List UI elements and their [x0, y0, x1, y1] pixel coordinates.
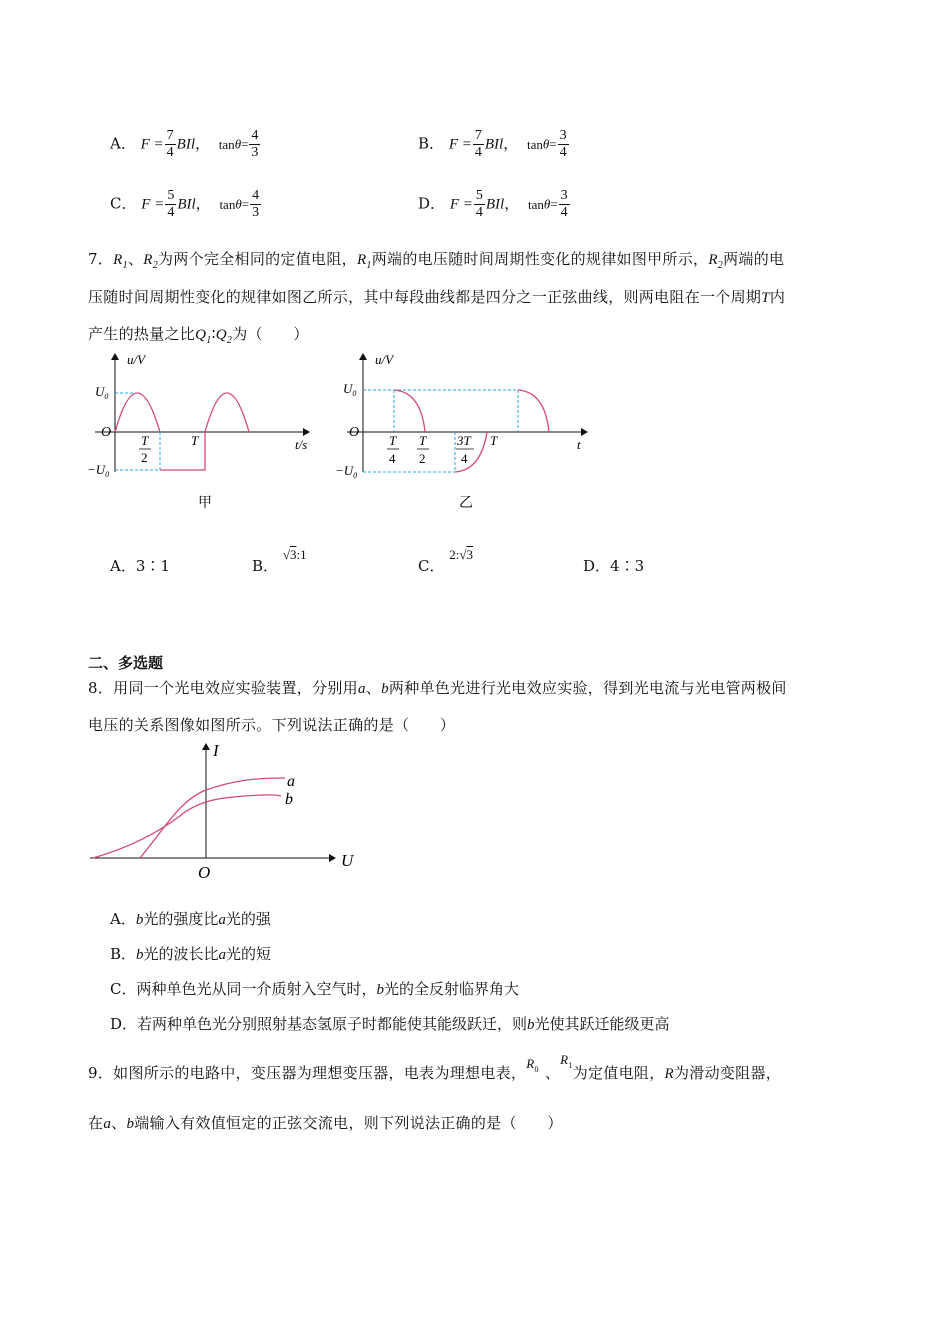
q8-option-d[interactable]: D．若两种单色光分别照射基态氢原子时都能使其能级跃迁，则b光使其跃迁能级更高 — [110, 1015, 670, 1033]
q8-option-c[interactable]: C．两种单色光从同一介质射入空气时，b光的全反射临界角大 — [110, 980, 520, 998]
graph-yi — [335, 348, 595, 518]
curve-a — [140, 778, 285, 858]
t-label: T — [490, 433, 498, 448]
u-label: U — [341, 851, 354, 870]
t34-num: 3T — [457, 433, 471, 448]
origin-label: O — [101, 425, 112, 440]
x-label: t — [577, 437, 581, 452]
u0-label: $U_0$ — [343, 381, 357, 398]
a-label: a — [287, 773, 295, 790]
q6-option-c[interactable]: C． F = $\frac{5}{4}$ BIl， tanθ= $\frac{4}{3}$ — [110, 188, 260, 220]
quarter-sine-1 — [394, 390, 425, 432]
t34-den: 4 — [461, 451, 468, 466]
q7-option-d[interactable]: D．4∶3 — [583, 557, 645, 575]
q7-option-c[interactable]: C． 2:√3 — [418, 547, 474, 575]
q9-stem-line2: 在a、b端输入有效值恒定的正弦交流电，则下列说法正确的是（ ） — [88, 1114, 563, 1132]
origin-label: O — [198, 863, 211, 882]
t-label: T — [191, 433, 199, 448]
negative-square — [160, 432, 205, 470]
u0-label: $U_0$ — [95, 384, 109, 401]
q7-stem-line3: 产生的热量之比$Q_1∶Q_2$为（ ） — [88, 325, 309, 346]
t2-num: T — [419, 433, 427, 448]
t4-num: T — [389, 433, 397, 448]
curve-b — [93, 795, 281, 858]
q8-stem-line1: 8．用同一个光电效应实验装置，分别用a、b两种单色光进行光电效应实验，得到光电流与光电管两极间 — [88, 679, 787, 697]
q7-stem-line2: 压随时间周期性变化的规律如图乙所示，其中每段曲线都是四分之一正弦曲线，则两电阻在一个周期T内 — [88, 288, 786, 306]
neg-u0-label: $-U_0$ — [335, 463, 358, 480]
q7-option-b[interactable]: B． √3:1 — [252, 547, 307, 575]
q8-stem-line2: 电压的关系图像如图所示。下列说法正确的是（ ） — [88, 716, 456, 734]
t2-num: T — [141, 433, 149, 448]
section-title: 二、多选题 — [88, 654, 164, 672]
q7-option-a[interactable]: A．3∶1 — [110, 557, 170, 575]
quarter-sine-3 — [518, 390, 549, 432]
q8-option-a[interactable]: A．b光的强度比a光的强 — [110, 910, 271, 928]
half-sine-2 — [205, 393, 249, 432]
caption-yi: 乙 — [459, 496, 473, 511]
q7-stem-line1: 7．$R_1$、$R_2$为两个完全相同的定值电阻，$R_1$两端的电压随时间周期性变化的规律如图甲所示，$R_2$两端的电 — [88, 250, 785, 271]
y-label: u/V — [127, 352, 146, 367]
x-label: t/s — [295, 437, 308, 452]
t2-den: 2 — [419, 451, 426, 466]
neg-u0-label: $-U_0$ — [87, 462, 110, 479]
origin-label: O — [349, 425, 360, 440]
q6-option-a[interactable]: A． F = $\frac{7}{4}$ BIl， tanθ= $\frac{4}{3}$ — [110, 128, 259, 160]
half-sine-1 — [115, 393, 160, 432]
y-label: u/V — [375, 352, 394, 367]
t4-den: 4 — [389, 451, 396, 466]
q9-stem-line1: 9．如图所示的电路中，变压器为理想变压器，电表为理想电表，$R_0$ 、$R_1$为定值电阻，R为滑动变阻器， — [88, 1052, 782, 1082]
b-label: b — [285, 791, 293, 808]
t2-den: 2 — [141, 450, 148, 465]
graph-q8 — [85, 738, 365, 886]
graph-jia — [85, 348, 325, 518]
q6-option-d[interactable]: D． F = $\frac{5}{4}$ BIl， tanθ= $\frac{3}{4}$ — [418, 188, 568, 220]
caption-jia: 甲 — [198, 496, 212, 511]
q8-option-b[interactable]: B．b光的波长比a光的短 — [110, 945, 272, 963]
i-label: I — [213, 741, 219, 760]
q6-option-b[interactable]: B． F = $\frac{7}{4}$ BIl， tanθ= $\frac{3}{4}$ — [418, 128, 567, 160]
